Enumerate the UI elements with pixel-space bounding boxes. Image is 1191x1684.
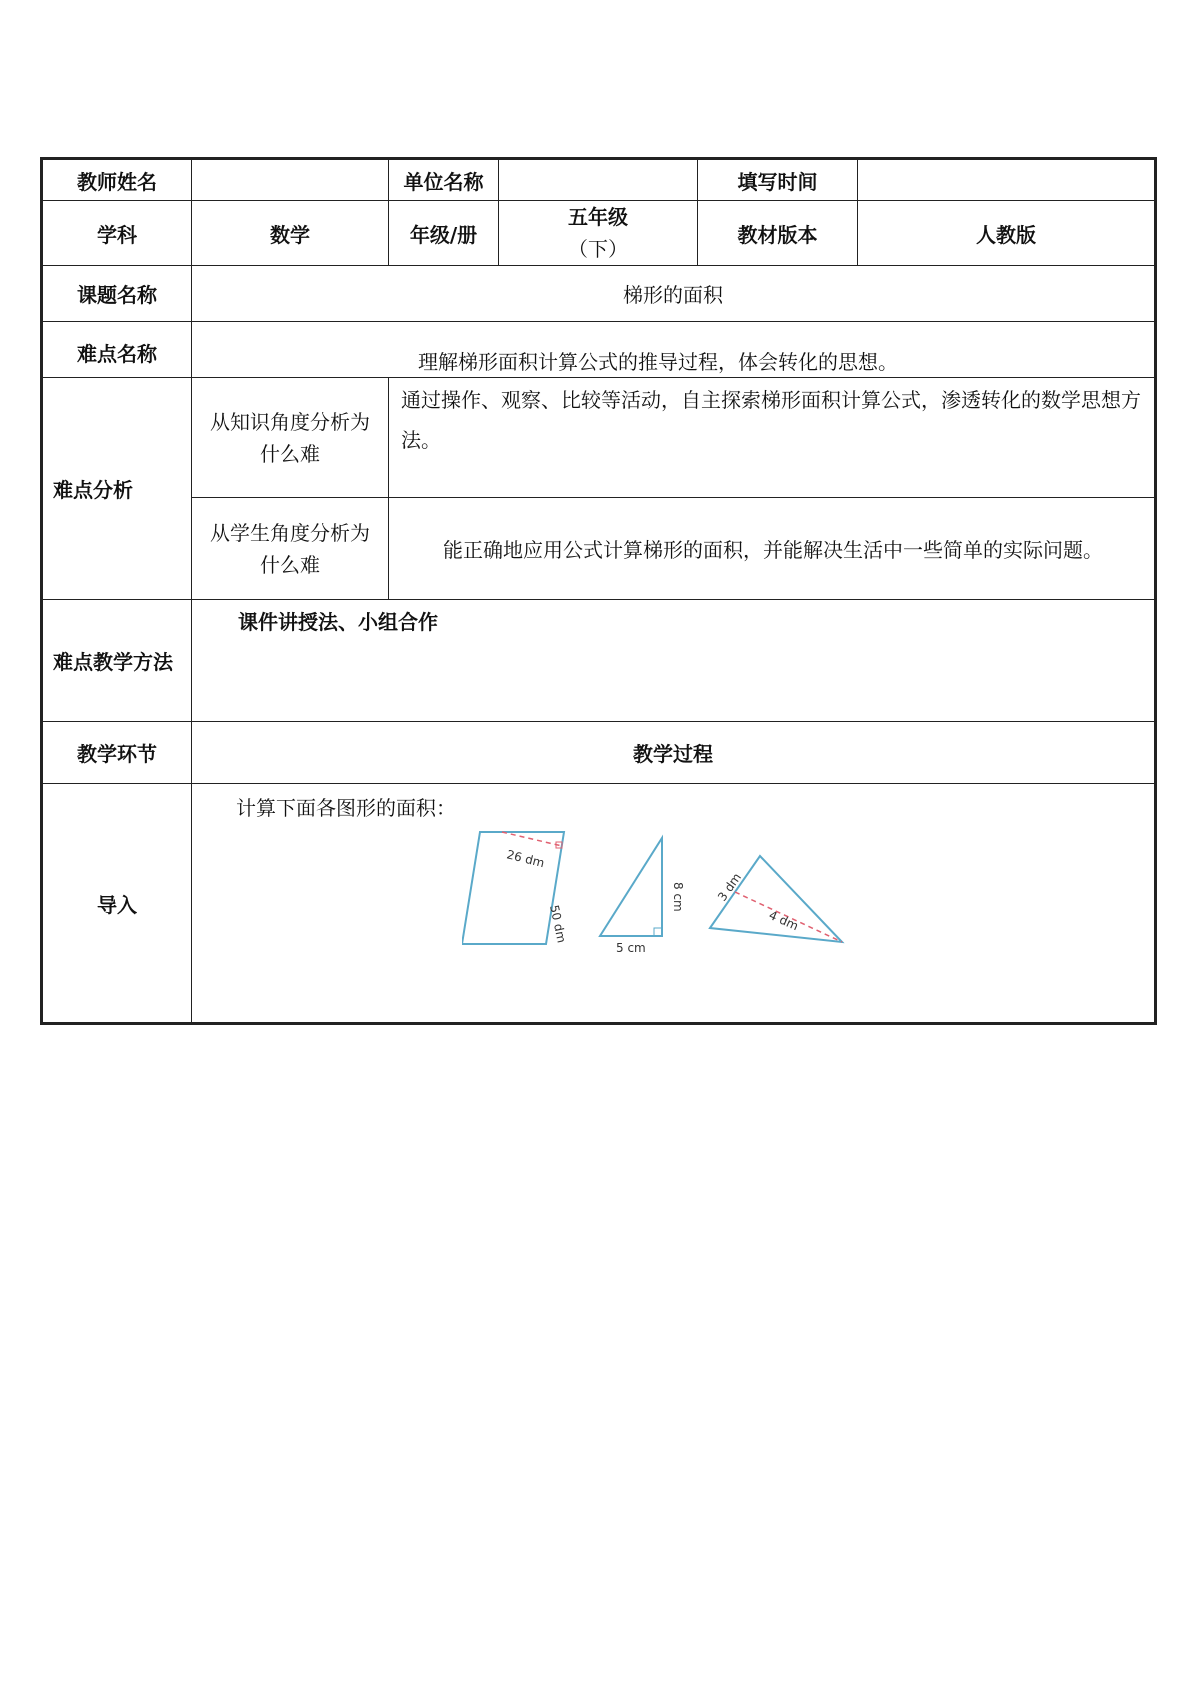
triangle-shape — [710, 856, 842, 942]
method-value: 课件讲授法、小组合作 — [192, 600, 1156, 722]
teacher-name-label: 教师姓名 — [42, 159, 192, 201]
edition-value: 人教版 — [858, 201, 1156, 266]
method-row — [42, 600, 1156, 722]
parallelogram-height-dashed — [502, 832, 562, 846]
fill-date-label: 填写时间 — [698, 159, 858, 201]
knowledge-angle-label-line1: 从知识角度分析为 — [210, 409, 370, 434]
analysis-student-row — [42, 498, 1156, 600]
parallelogram-side-label: 50 dm — [547, 903, 569, 945]
topic-row — [42, 266, 1156, 322]
difficulty-row — [42, 322, 1156, 378]
grade-value-line2: （下） — [568, 237, 628, 261]
analysis-label: 难点分析 — [42, 378, 192, 600]
student-angle-label-line1: 从学生角度分析为 — [210, 520, 370, 545]
teacher-name-field[interactable] — [192, 159, 389, 201]
triangle-height-label: 4 dm — [766, 907, 801, 934]
right-triangle-right-angle-mark — [654, 928, 662, 936]
unit-name-field[interactable] — [499, 159, 698, 201]
fill-date-field[interactable] — [858, 159, 1156, 201]
intro-label: 导入 — [42, 784, 192, 1024]
subject-label: 学科 — [42, 201, 192, 266]
topic-value: 梯形的面积 — [192, 266, 1156, 322]
process-header-row — [42, 722, 1156, 784]
right-triangle-shape — [600, 838, 662, 936]
teaching-stage-label: 教学环节 — [42, 722, 192, 784]
grade-value-line1: 五年级 — [568, 205, 628, 229]
difficulty-label: 难点名称 — [42, 322, 192, 378]
right-triangle-height-label: 8 cm — [671, 882, 685, 912]
analysis-knowledge-row — [42, 378, 1156, 498]
student-angle-text: 能正确地应用公式计算梯形的面积，并能解决生活中一些简单的实际问题。 — [389, 498, 1156, 600]
knowledge-angle-label — [192, 378, 389, 498]
grade-value — [499, 201, 698, 266]
teaching-process-label: 教学过程 — [192, 722, 1156, 784]
intro-content — [192, 784, 1156, 1024]
intro-row — [42, 784, 1156, 1024]
subject-value: 数学 — [192, 201, 389, 266]
edition-label: 教材版本 — [698, 201, 858, 266]
right-triangle-base-label: 5 cm — [616, 941, 646, 955]
triangle-side-label: 3 dm — [714, 870, 745, 904]
difficulty-value: 理解梯形面积计算公式的推导过程，体会转化的思想。 — [192, 322, 1156, 378]
method-label: 难点教学方法 — [42, 600, 192, 722]
knowledge-angle-label-line2: 什么难 — [260, 441, 320, 466]
topic-label: 课题名称 — [42, 266, 192, 322]
info-row — [42, 201, 1156, 266]
parallelogram-base-label: 26 dm — [505, 847, 546, 871]
student-angle-label-line2: 什么难 — [260, 552, 320, 577]
intro-instruction: 计算下面各图形的面积： — [236, 796, 456, 820]
lesson-plan-table — [40, 157, 1157, 1025]
intro-canvas — [192, 784, 1154, 1020]
student-angle-label — [192, 498, 389, 600]
unit-name-label: 单位名称 — [389, 159, 499, 201]
knowledge-angle-text: 通过操作、观察、比较等活动，自主探索梯形面积计算公式，渗透转化的数学思想方法。 — [389, 378, 1156, 498]
header-row — [42, 159, 1156, 201]
grade-label: 年级/册 — [389, 201, 499, 266]
area-figures — [462, 822, 882, 962]
lesson-plan-sheet — [40, 157, 1154, 1025]
